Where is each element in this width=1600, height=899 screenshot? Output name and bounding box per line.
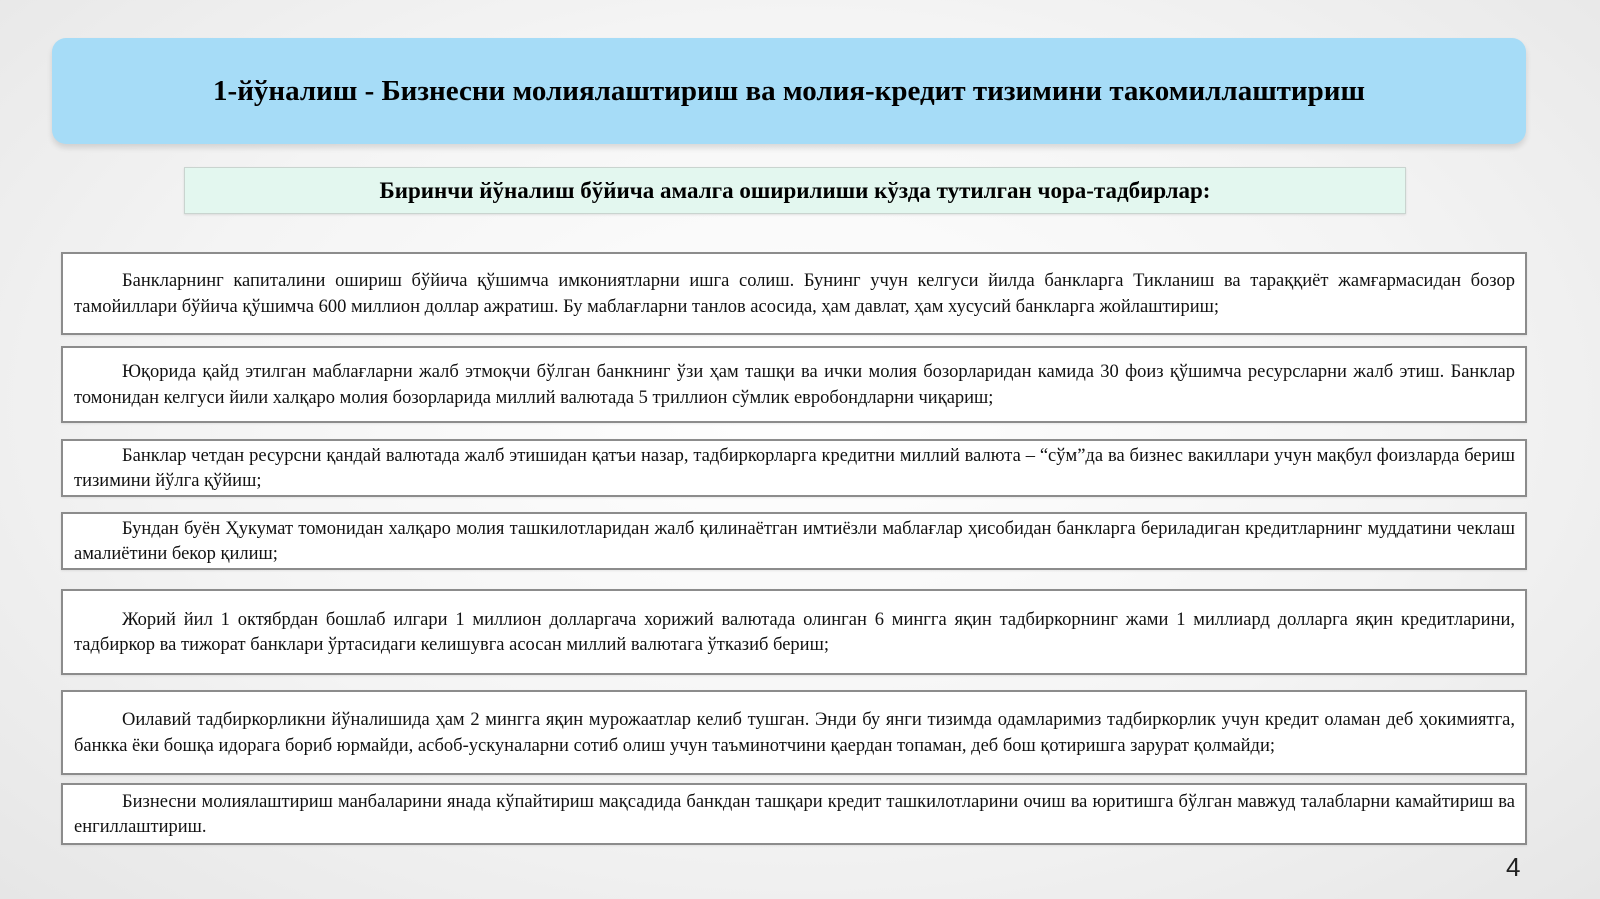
- measure-item-1: [61, 252, 1527, 335]
- measure-item-2: [61, 346, 1527, 423]
- section-subtitle: Биринчи йўналиш бўйича амалга оширилиши кўзда тутилган чора-тадбирлар:: [379, 177, 1211, 203]
- measure-text: Банклар четдан ресурсни қандай валютада жалб этишидан қатъи назар, тадбиркорларга кредитни миллий валюта – “сўм”да ва бизнес вакиллари учун мақбул фоизларда бериш тизимини йўлга қўйиш;: [74, 445, 1515, 491]
- measure-item-3: [61, 439, 1527, 497]
- measure-text: Бизнесни молиялаштириш манбаларини янада кўпайтириш мақсадида банкдан ташқари кредит ташкилотларини очиш ва юритишга бўлган мавжуд талабларни камайтириш ва енгиллаштириш.: [74, 791, 1515, 837]
- measure-text: Юқорида қайд этилган маблағларни жалб этмоқчи бўлган банкнинг ўзи ҳам ташқи ва ички молия бозорларидан камида 30 фоиз қўшимча ресурсларни жалб этиш. Банклар томонидан келгуси йили халқаро молия бозорларида миллий валютада 5 триллион сўмлик евробондларни чиқариш;: [74, 362, 1515, 408]
- measure-item-6: [61, 690, 1527, 775]
- header-banner: [52, 38, 1526, 144]
- measure-item-5: [61, 589, 1527, 675]
- page-title: 1-йўналиш - Бизнесни молиялаштириш ва молия-кредит тизимини такомиллаштириш: [213, 74, 1365, 107]
- measure-item-7: [61, 783, 1527, 845]
- page-number: 4: [1506, 852, 1521, 882]
- measure-text: Жорий йил 1 октябрдан бошлаб илгари 1 миллион долларгача хорижий валютада олинган 6 мингга яқин тадбиркорнинг жами 1 миллиард долларга яқин кредитларини, тадбиркор ва тижорат банклари ўртасидаги келишувга асосан миллий валютага ўтказиб бериш;: [74, 609, 1515, 655]
- measure-text: Банкларнинг капиталини ошириш бўйича қўшимча имкониятларни ишга солиш. Бунинг учун келгуси йилда банкларга Тикланиш ва тараққиёт жамғармасидан бозор тамойиллари бўйича қўшимча 600 миллион доллар ажратиш. Бу маблағларни танлов асосида, ҳам давлат, ҳам хусусий банкларга жойлаштириш;: [74, 271, 1515, 317]
- measure-text: Бундан буён Ҳукумат томонидан халқаро молия ташкилотларидан жалб қилинаётган имтиёзли маблағлар ҳисобидан банкларга бериладиган кредитларнинг муддатини чеклаш амалиётини бекор қилиш;: [74, 518, 1515, 564]
- subtitle-box: [184, 167, 1406, 214]
- measure-text: Оилавий тадбиркорликни йўналишида ҳам 2 мингга яқин мурожаатлар келиб тушган. Энди бу янги тизимда одамларимиз тадбиркорлик учун кредит оламан деб ҳокимиятга, банкка ёки бошқа идорага бориб юрмайди, асбоб-ускуналарни сотиб олиш учун таъминотчини қаердан топаман, деб бош қотиришга зарурат қолмайди;: [74, 710, 1515, 756]
- measure-item-4: [61, 512, 1527, 570]
